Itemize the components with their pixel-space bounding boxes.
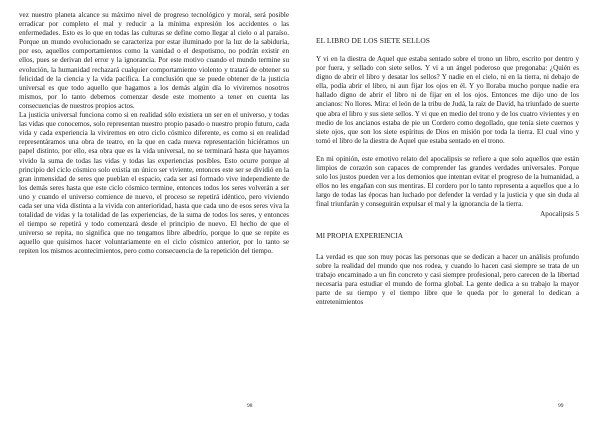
body-paragraph: La justicia universal funciona como si en realidad sólo existiera un ser en el universo, y todas las vidas que conocemos, solo representan nuestro propio pasado o nuestro propio futuro, cada vida y cada experiencia la viviremos en otro ciclo cósmico diferente, es como si en realidad representáramos una obra de teatro, en la que en cada nueva representación hiciéramos un papel distinto, por ello, esa obra que es la vida universal, no se terminará hasta que hayamos vivido la suma de todas las vidas y todas las experiencias posibles. Esto ocurre porque al principio del ciclo cósmico solo existía un único ser viviente, entonces este ser se dividió en la gran inmensidad de seres que pueblan el espacio, cada ser así formado vive independiente de los demás seres hasta que este ciclo cósmico termine, entonces todos los seres volverán a ser uno y cuando el universo comience de nuevo, el proceso se repetirá idéntico, pero viviendo cada ser una vida distinta a la vivida con anterioridad, hasta que cada uno de esos seres viva la totalidad de vidas y la totalidad de las experiencias, de la suma de todos los seres, y entonces el tiempo se repetirá y todo comenzará desde el principio de nuevo. El hecho de que el universo se repita, no significa que no tengamos libre albedrío, porque lo que se repite es aquello que quisimos hacer voluntariamente en el ciclo cósmico anterior, por lo tanto se repiten los mismos acontecimientos, pero como consecuencia de la repetición del tiempo. (19, 111, 289, 256)
subsection-title: MI PROPIA EXPERIENCIA (316, 230, 404, 240)
body-paragraph: vez nuestro planeta alcance su máximo nivel de progreso tecnológico y moral, será posible erradicar por completo el mal y reducir a la mínima expresión los accidentes o las enfermedades. Esto es lo que en todas las culturas se define como llegar al cielo o al paraíso. Porque un mundo evolucionado se caracteriza por estar iluminado por la luz de la sabiduría, por eso, aquellos comportamientos como la vanidad o el despotismo, no podrán existir en ellos, pues se derivan del error y la ignorancia. Por este motivo cuando el mundo termine su evolución, la humanidad rechazará cualquier comportamiento violento y tratará de obtener su felicidad de la ciencia y la vida pacífica. La conclusión que se puede obtener de la justicia universal es que todo aquello que hagamos a los demás algún día lo viviremos nosotros mismos, por lo tanto debemos comenzar desde este momento a tener en cuenta las consecuencias de nuestros propios actos. (19, 11, 289, 110)
page-number: 99 (558, 403, 564, 409)
quote-paragraph: Y vi en la diestra de Aquel que estaba sentado sobre el trono un libro, escrito por dentro y por fuera, y sellado con siete sellos. Y vi a un ángel poderoso que pregonaba: ¿Quién es digno de abrir el libro y desatar los sellos? Y nadie en el cielo, ni en la tierra, ni debajo de ella, podía abrir el libro, ni aun fijar los ojos en él. Y yo lloraba mucho porque nadie era hallado digno de abrir el libro ni de fijar en el los ojos. Entonces me dijo uno de los ancianos: No llores. Mira: el león de la tribu de Judá, la raíz de David, ha triunfado de suerte que abra el libro y sus siete sellos. Y vi que en medio del trono y de los cuatro vivientes y en medio de los ancianos estaba de pie un Cordero como degollado, que tenía siete cuernos y siete ojos, que son los siete espíritus de Dios en misión por toda la tierra. El cual vino y tomó el libro de la diestra de Aquel que estaba sentado en el trono. (316, 55, 579, 145)
right-page (300, 0, 600, 424)
page-number: 98 (247, 403, 253, 409)
commentary-paragraph: En mi opinión, este emotivo relato del apocalipsis se refiere a que solo aquellos que están limpios de corazón son capaces de comprender las grandes verdades universales. Porque solo los justos pueden ver a los demonios que intentan evitar el progreso de la humanidad, a ellos no les engañan con sus mentiras. El cordero por lo tanto representa a aquellos que a lo largo de todas las épocas han luchado por defender la verdad y la justicia y que sin duda al final triunfarán y conseguirán expulsar el mal y la ignorancia de la tierra. (316, 154, 579, 209)
attribution: Apocalipsis 5 (540, 209, 579, 218)
section-title: EL LIBRO DE LOS SIETE SELLOS (316, 36, 430, 45)
experience-paragraph: La verdad es que son muy pocas las personas que se dedican a hacer un análisis profundo sobre la realidad del mundo que nos rodea, y cuando lo hacen casi siempre se trata de un trabajo encaminado a un fin concreto y casi siempre profesional, pero carecen de la libertad necesaria para estudiar el mundo de forma global. La gente dedica a su trabajo la mayor parte de su tiempo y el tiempo libre que le queda por lo general lo dedican a entretenimientos (316, 252, 579, 307)
